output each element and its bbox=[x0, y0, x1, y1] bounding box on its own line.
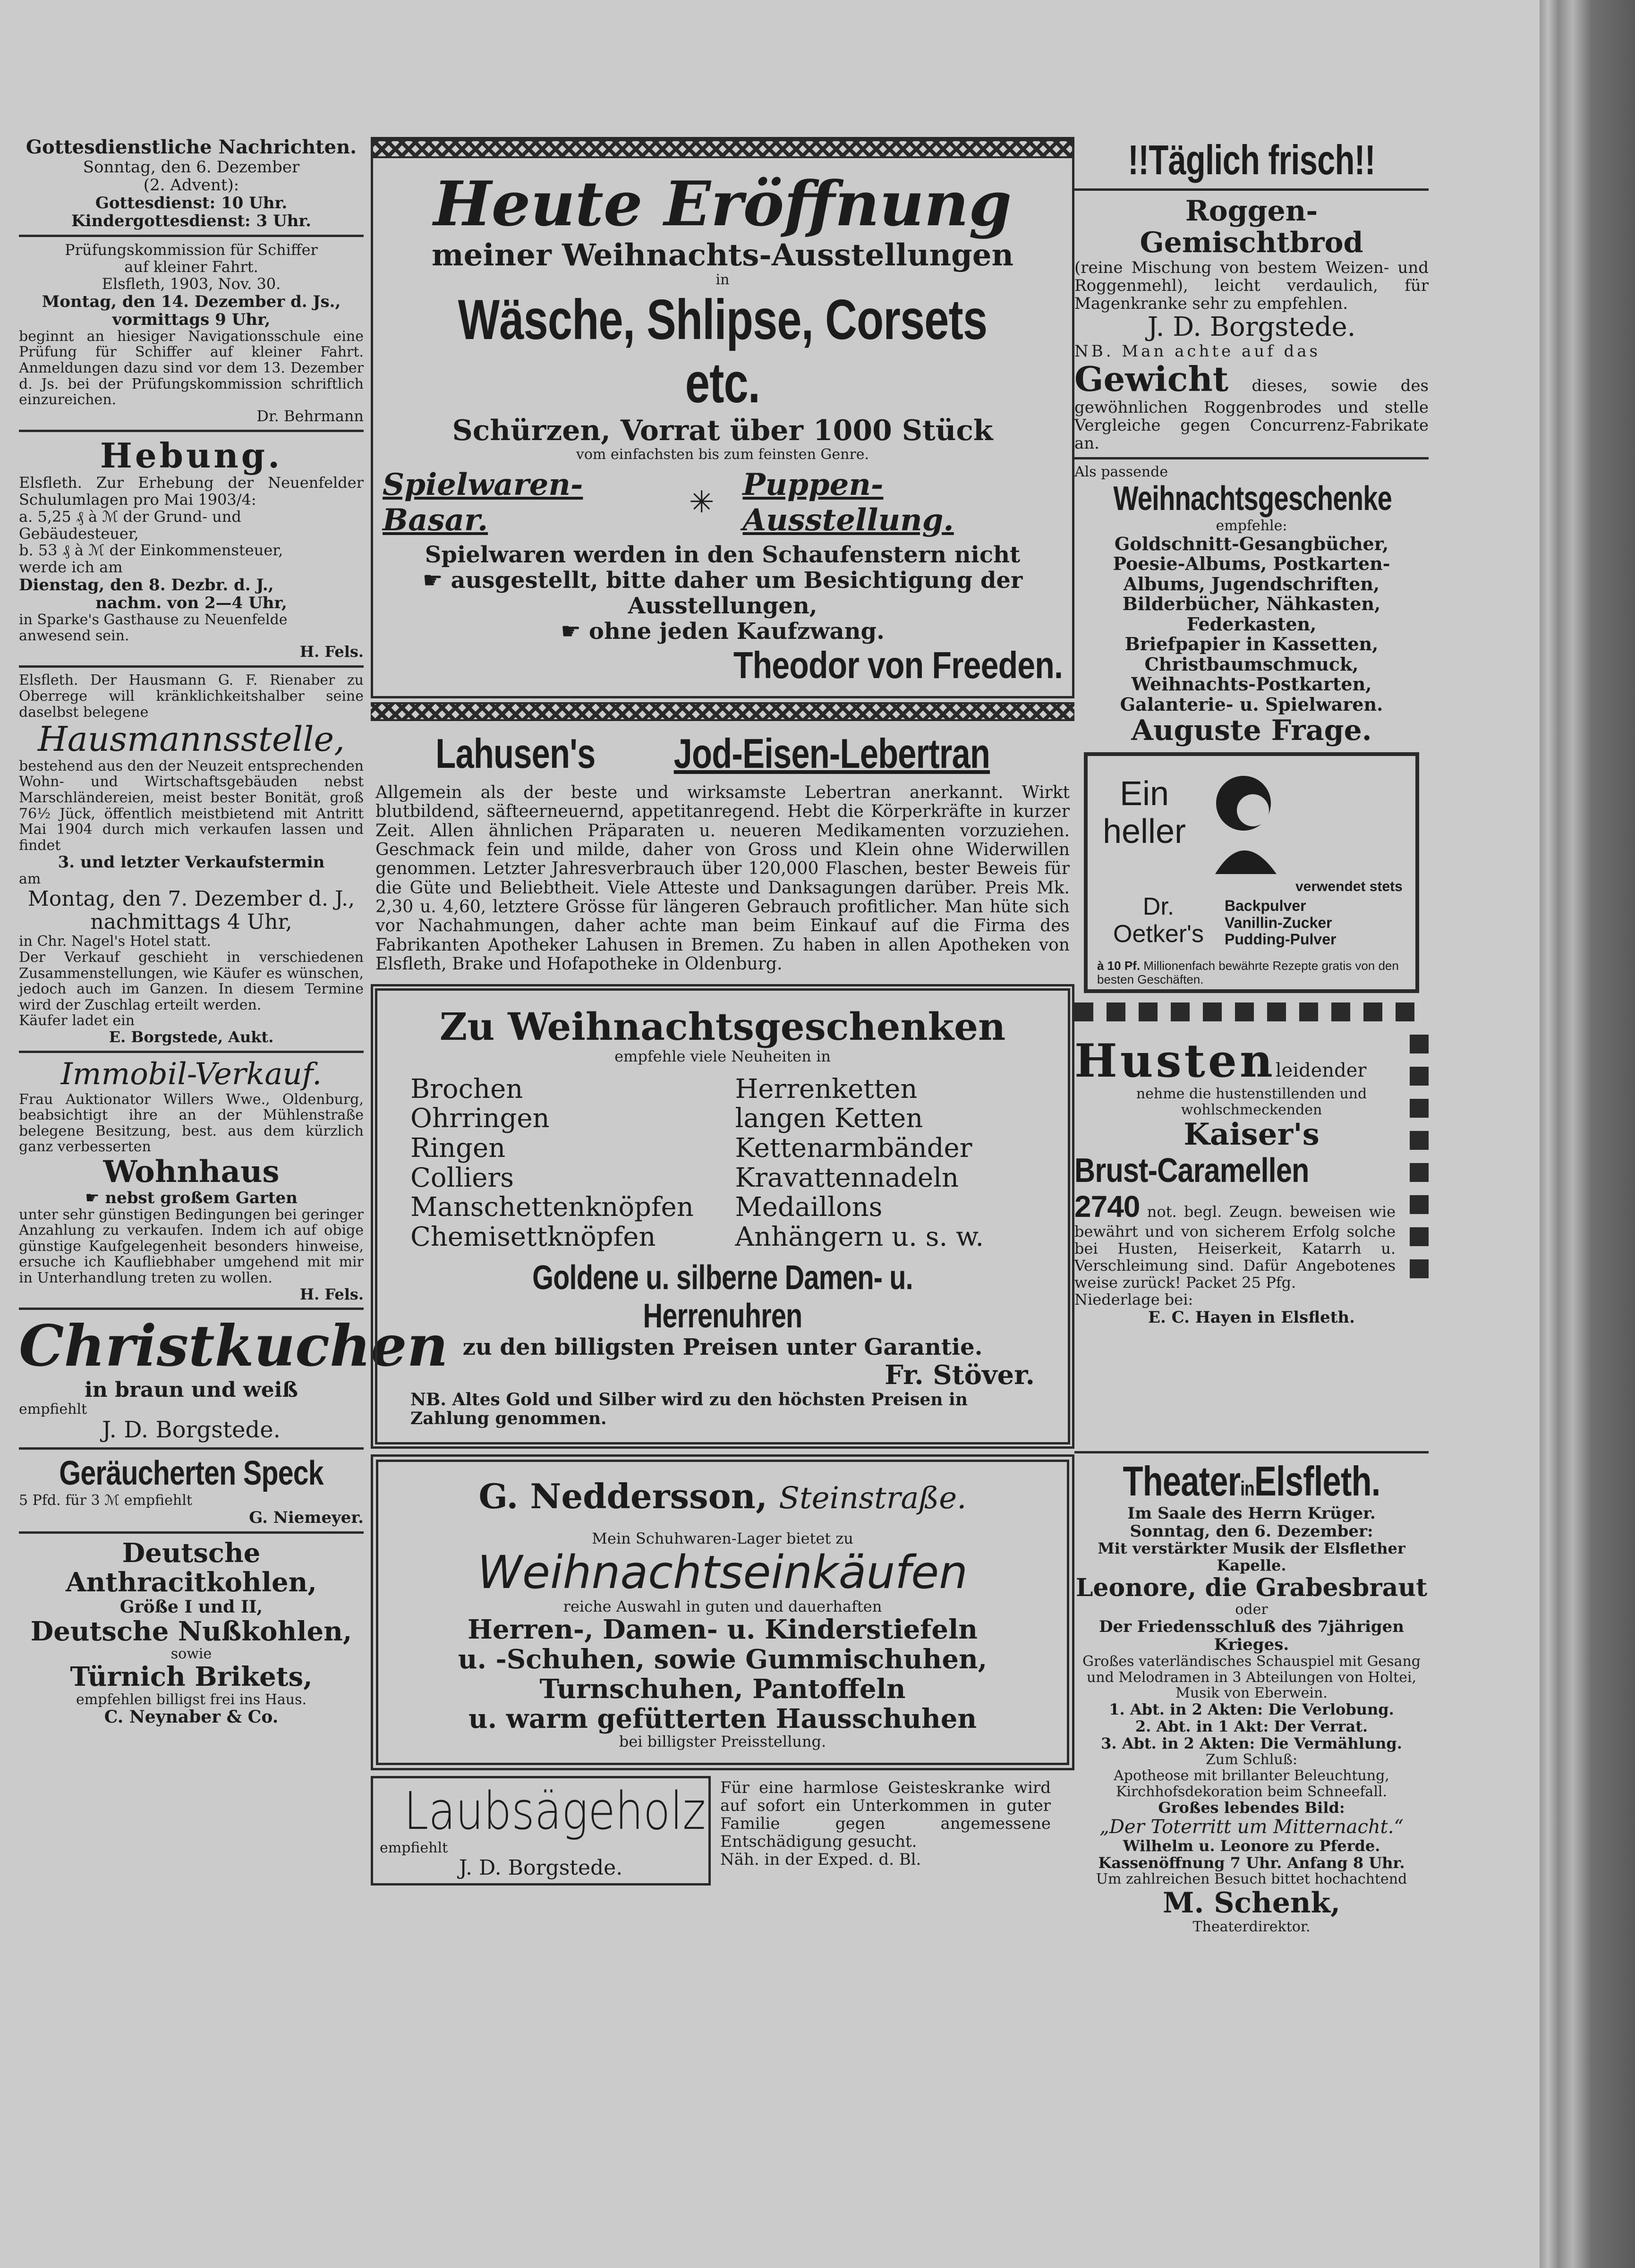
immobil-title: Immobil-Verkauf. bbox=[60, 1056, 322, 1092]
divider bbox=[19, 1447, 364, 1450]
hausmann-line: 3. und letzter Verkaufstermin bbox=[58, 853, 325, 872]
theater-act: 2. Abt. in 1 Akt: Der Verrat. bbox=[1135, 1717, 1368, 1735]
ad-geisteskranke bbox=[720, 1776, 1051, 1886]
geistes-body: Für eine harmlose Geisteskranke wird auf sofort ein Unterkommen in guter Familie gegen angemessene Entschädigung gesucht. bbox=[720, 1778, 1051, 1852]
eroeffnung-line: ohne jeden Kaufzwang. bbox=[588, 618, 885, 645]
oetker-product: Vanillin-Zucker bbox=[1225, 914, 1332, 931]
laub-signature: J. D. Borgstede. bbox=[459, 1855, 623, 1880]
theater-body: Apotheose mit brillanter Beleuchtung, Kirchhofsdekoration beim Schneefall. bbox=[1114, 1767, 1389, 1800]
list-item: Medaillons bbox=[735, 1192, 883, 1223]
list-item: langen Ketten bbox=[735, 1103, 923, 1134]
theater-body: Großes vaterländisches Schauspiel mit Gesang und Melodramen in 3 Abteilungen von Holtei, Musik von Eberwein. bbox=[1082, 1653, 1421, 1702]
oetker-price: à 10 Pf. bbox=[1097, 958, 1141, 973]
frisch-body: dieses, sowie des gewöhnlichen Roggenbrodes und stelle Vergleiche gegen Concurrenz-Fabrikate an. bbox=[1074, 376, 1429, 453]
immobil-signature: H. Fels. bbox=[299, 1285, 364, 1303]
list-item: Briefpapier in Kassetten, bbox=[1124, 633, 1379, 655]
neddersen-line: reiche Auswahl in guten und dauerhaften bbox=[563, 1597, 882, 1615]
ad-christkuchen bbox=[19, 1313, 448, 1443]
gottesdienst-title: Gottesdienstliche Nachrichten. bbox=[26, 136, 357, 158]
pruefung-body: beginnt an hiesiger Navigationsschule eine Prüfung für Schiffer auf kleiner Fahrt. Anmeldungen dazu sind vor dem 13. Dezember d. Js. bei der Prüfungskommission schriftlich einzureichen. bbox=[19, 328, 364, 408]
kohlen-line: Türnich Brikets, bbox=[70, 1661, 313, 1692]
hebung-line: werde ich am bbox=[19, 558, 123, 577]
pointing-hand-icon: ☛ bbox=[85, 1188, 100, 1207]
woman-portrait-icon bbox=[1196, 765, 1291, 874]
kohlen-line: Größe I und II, bbox=[119, 1597, 263, 1617]
stoever-title: Zu Weihnachtsgeschenken bbox=[439, 1004, 1006, 1049]
gottesdienst-line: (2. Advent): bbox=[143, 175, 239, 195]
theater-signature: M. Schenk, bbox=[1163, 1886, 1340, 1920]
pruefung-line: vormittags 9 Uhr, bbox=[112, 310, 271, 329]
pruefung-line: auf kleiner Fahrt. bbox=[124, 257, 258, 276]
oetker-product: Pudding-Pulver bbox=[1225, 931, 1337, 948]
theater-line: Mit verstärkter Musik der Elsflether Kapelle. bbox=[1098, 1539, 1405, 1575]
divider bbox=[19, 1531, 364, 1534]
theater-line: Großes lebendes Bild: bbox=[1158, 1799, 1345, 1817]
ornament-border bbox=[373, 139, 1072, 158]
divider bbox=[19, 665, 364, 668]
husten-signature: E. C. Hayen in Elsfleth. bbox=[1148, 1308, 1355, 1327]
oetker-brand: Oetker's bbox=[1113, 920, 1204, 948]
speck-signature: G. Niemeyer. bbox=[249, 1508, 364, 1527]
gottesdienst-line: Gottesdienst: 10 Uhr. bbox=[95, 193, 288, 212]
ad-lahusen bbox=[371, 702, 1074, 978]
frage-line: empfehle: bbox=[1216, 518, 1287, 535]
list-item: Manschettenknöpfen bbox=[410, 1192, 694, 1223]
neddersen-street: Steinstraße. bbox=[779, 1481, 967, 1516]
immobil-wohnhaus: Wohnhaus bbox=[103, 1154, 280, 1189]
neddersen-headline: Weihnachtseinkäufen bbox=[477, 1546, 968, 1599]
divider bbox=[1074, 1451, 1429, 1453]
husten-brand: Kaiser's bbox=[1184, 1117, 1320, 1153]
pruefung-signature: Dr. Behrmann bbox=[256, 407, 364, 425]
left-column bbox=[19, 136, 448, 1727]
list-item: Bilderbücher, Nähkasten, bbox=[1122, 593, 1381, 615]
neddersen-line: Herren-, Damen- u. Kinderstiefeln bbox=[468, 1614, 978, 1646]
frisch-signature: J. D. Borgstede. bbox=[1147, 312, 1356, 343]
kohlen-signature: C. Neynaber & Co. bbox=[104, 1707, 279, 1727]
neddersen-line: Turnschuhen, Pantoffeln bbox=[539, 1673, 906, 1705]
theater-line: Wilhelm u. Leonore zu Pferde. bbox=[1123, 1836, 1380, 1855]
hebung-item: a. 5,25 ₰ à ℳ der Grund- und Gebäudesteuer, bbox=[19, 507, 241, 543]
list-item: Federkasten, bbox=[1186, 613, 1317, 635]
neddersen-line: Mein Schuhwaren-Lager bietet zu bbox=[592, 1529, 853, 1548]
hebung-time: nachm. von 2—4 Uhr, bbox=[95, 594, 287, 613]
theater-line: Um zahlreichen Besuch bittet hochachtend bbox=[1096, 1871, 1407, 1888]
square-border bbox=[1074, 1002, 1414, 1021]
theater-act: 3. Abt. in 2 Akten: Die Vermählung. bbox=[1101, 1734, 1402, 1752]
hebung-title: Hebung. bbox=[100, 435, 283, 476]
ad-kohlen bbox=[19, 1538, 364, 1727]
stoever-list bbox=[410, 1075, 1035, 1252]
ad-laubsaegeholz bbox=[371, 1776, 711, 1886]
geistes-line: Näh. in der Exped. d. Bl. bbox=[720, 1850, 921, 1869]
ornament-border bbox=[371, 702, 1074, 721]
husten-title: Husten bbox=[1074, 1034, 1276, 1087]
hausmann-title: Hausmannsstelle, bbox=[38, 719, 345, 759]
neddersen-line: u. warm gefütterten Hausschuhen bbox=[468, 1703, 977, 1734]
divider bbox=[1074, 188, 1429, 191]
eroeffnung-subtitle: meiner Weihnachts-Ausstellungen bbox=[431, 237, 1014, 273]
oetker-heller: heller bbox=[1102, 813, 1186, 851]
star-icon: ✳ bbox=[689, 485, 715, 520]
eroeffnung-line: Schürzen, Vorrat über 1000 Stück bbox=[452, 414, 993, 447]
theater-line: Kassenöffnung 7 Uhr. Anfang 8 Uhr. bbox=[1098, 1853, 1405, 1872]
ad-taeglich-frisch bbox=[1074, 137, 1429, 452]
hausmann-line: Käufer ladet ein bbox=[19, 1012, 135, 1029]
eroeffnung-title: Heute Eröffnung bbox=[433, 168, 1012, 240]
list-item: Brochen bbox=[410, 1073, 523, 1104]
theater-play: Leonore, die Grabesbraut bbox=[1075, 1573, 1428, 1603]
frage-title: Weihnachtsgeschenke bbox=[1113, 480, 1392, 518]
lahusen-body: Allgemein als der beste und wirksamste Lebertran anerkannt. Wirkt blutbildend, säfteerneuernd, appetitanregend. Hebt die Körperkräfte in kurzer Zeit. Allen ähnlichen Präparaten u. neueren Medikamenten vorzuziehen. Geschmack fein und milde, daher von Gross und Klein ohne Widerwillen genommen. Letzter Jahresverbrauch über 120,000 Flaschen, bester Beweis für die Güte und Beliebtheit. Viele Atteste und Danksagungen darüber. Preis Mk. 2,30 u. 4,60, letztere Grösse für längeren Gebrauch profitlicher. Man hüte sich vor Nachahmungen, daher achte man beim Einkauf auf die Firma des Fabrikanten Apotheker Lahusen in Bremen. Zu haben in allen Apotheken von Elsfleth, Brake und Hofapotheke in Oldenburg. bbox=[375, 783, 1070, 974]
neddersen-line: u. -Schuhen, sowie Gummischuhen, bbox=[458, 1644, 988, 1675]
divider bbox=[19, 1308, 364, 1310]
hausmann-time: nachmittags 4 Uhr, bbox=[90, 910, 292, 934]
pointing-hand-icon: ☛ bbox=[561, 618, 581, 645]
right-column bbox=[1074, 137, 1429, 1935]
christkuchen-signature: J. D. Borgstede. bbox=[102, 1416, 281, 1443]
puppen-ausstellung: Puppen-Ausstellung. bbox=[742, 467, 954, 538]
oetker-line: verwendet stets bbox=[1295, 878, 1403, 894]
frisch-title: !!Täglich frisch!! bbox=[1128, 136, 1375, 183]
ad-speck bbox=[19, 1454, 364, 1526]
eroeffnung-line: ausgestellt, bitte daher um Besichtigung der Ausstellungen, bbox=[451, 567, 1023, 619]
pointing-hand-icon: ☛ bbox=[422, 567, 443, 594]
neddersen-line: bei billigster Preisstellung. bbox=[619, 1733, 826, 1751]
ad-hebung bbox=[19, 437, 364, 661]
immobil-line: nebst großem Garten bbox=[105, 1188, 298, 1207]
kohlen-line: sowie bbox=[170, 1646, 212, 1663]
ad-immobil-verkauf bbox=[19, 1058, 364, 1303]
hebung-line: in Sparke's Gasthause zu Neuenfelde anwesend sein. bbox=[19, 612, 288, 644]
bottom-row bbox=[371, 1776, 1074, 1886]
husten-number: 2740 bbox=[1074, 1189, 1140, 1223]
theater-line: Zum Schluß: bbox=[1206, 1751, 1297, 1768]
ad-gottesdienst bbox=[19, 137, 364, 230]
kohlen-line: empfehlen billigst frei ins Haus. bbox=[76, 1691, 307, 1708]
pruefung-line: Prüfungskommission für Schiffer bbox=[65, 241, 318, 259]
pruefung-date: Elsfleth, 1903, Nov. 30. bbox=[102, 274, 281, 293]
theater-title-place: Elsfleth. bbox=[1254, 1457, 1380, 1504]
list-item: Kettenarmbänder bbox=[735, 1133, 972, 1164]
theater-line: Sonntag, den 6. Dezember: bbox=[1130, 1522, 1373, 1541]
eroeffnung-headline: Wäsche, Shlipse, Corsets etc. bbox=[458, 288, 988, 415]
laub-title: Laubsägeholz bbox=[404, 1781, 706, 1842]
stoever-headline: Goldene u. silberne Damen- u. Herrenuhren bbox=[532, 1258, 913, 1335]
eroeffnung-in: in bbox=[715, 272, 730, 289]
gottesdienst-line: Sonntag, den 6. Dezember bbox=[83, 157, 300, 177]
theater-act: 1. Abt. in 2 Akten: Die Verlobung. bbox=[1109, 1700, 1394, 1718]
eroeffnung-line: Spielwaren werden in den Schaufenstern nicht bbox=[425, 542, 1021, 569]
divider bbox=[19, 1051, 364, 1053]
list-item: Albums, Jugendschriften, bbox=[1123, 573, 1380, 595]
husten-headline: Brust-Caramellen bbox=[1074, 1152, 1309, 1190]
divider bbox=[1074, 457, 1429, 459]
hebung-date: Dienstag, den 8. Dezbr. d. J., bbox=[19, 576, 274, 595]
hebung-signature: H. Fels. bbox=[299, 643, 364, 661]
ad-oetker bbox=[1084, 752, 1419, 993]
speck-line: 5 Pfd. für 3 ℳ empfiehlt bbox=[19, 1492, 192, 1509]
ad-stoever bbox=[371, 984, 1074, 1449]
immobil-body: unter sehr günstigen Bedingungen bei geringer Anzahlung zu verkaufen. Indem ich auf obige günstige Kaufgelegenheit besonders hinweise, ersuche ich Kaufliebhaber umgehend mit mir in Unterhandlung treten zu wollen. bbox=[19, 1206, 364, 1287]
eroeffnung-line: vom einfachsten bis zum feinsten Genre. bbox=[576, 446, 869, 463]
neddersen-title: G. Neddersson, bbox=[478, 1476, 768, 1517]
list-item: Christbaumschmuck, bbox=[1144, 653, 1359, 675]
oetker-line: Millionenfach bewährte Rezepte gratis von den besten Geschäften. bbox=[1097, 958, 1399, 986]
christkuchen-title: Christkuchen bbox=[19, 1313, 448, 1380]
christkuchen-line: empfiehlt bbox=[19, 1401, 87, 1418]
frisch-nb: NB. Man achte auf das bbox=[1074, 341, 1320, 361]
stoever-nb: NB. Altes Gold und Silber wird zu den höchsten Preisen in Zahlung genommen. bbox=[410, 1389, 968, 1428]
divider bbox=[19, 235, 364, 237]
hausmann-line: am bbox=[19, 871, 41, 888]
stoever-subtitle: empfehle viele Neuheiten in bbox=[614, 1047, 831, 1065]
ad-hausmannsstelle bbox=[19, 672, 364, 1046]
kohlen-line: Deutsche Anthracitkohlen, bbox=[66, 1537, 317, 1598]
list-item: Kravattennadeln bbox=[735, 1162, 959, 1193]
list-item: Anhängern u. s. w. bbox=[735, 1222, 984, 1253]
list-item: Chemisettknöpfen bbox=[410, 1222, 656, 1253]
frage-signature: Auguste Frage. bbox=[1131, 714, 1372, 747]
list-item: Goldschnitt-Gesangbücher, bbox=[1114, 533, 1389, 554]
husten-line: Niederlage bei: bbox=[1074, 1290, 1193, 1308]
ad-auguste-frage bbox=[1074, 464, 1429, 747]
frisch-body: (reine Mischung von bestem Weizen- und Roggenmehl), leicht verdaulich, für Magenkranke sehr zu empfehlen. bbox=[1074, 258, 1429, 314]
lahusen-product: Jod-Eisen-Lebertran bbox=[673, 730, 990, 777]
hebung-body: Elsfleth. Zur Erhebung der Neuenfelder Schulumlagen pro Mai 1903/4: bbox=[19, 474, 364, 509]
list-item: Weihnachts-Postkarten, bbox=[1131, 673, 1372, 695]
theater-oder: oder bbox=[1235, 1601, 1268, 1618]
theater-line: Theaterdirektor. bbox=[1192, 1919, 1311, 1936]
husten-body: not. begl. Zeugn. beweisen wie bewährt und von sicherem Erfolg solche bei Husten, Heiserkeit, Katarrh u. Verschleimung sind. Dafür Angebotenes weise zurück! Packet 25 Pfg. bbox=[1074, 1202, 1396, 1291]
hausmann-body: bestehend aus den der Neuzeit entsprechenden Wohn- und Wirtschaftsgebäuden nebst Marschländereien, meist bester Bonität, groß 76½ Jück, öffentlich meistbietend mit Antritt Mai 1904 durch mich verkaufen lassen und findet bbox=[19, 757, 364, 854]
ad-eroeffnung bbox=[371, 137, 1074, 698]
ad-husten bbox=[1074, 1002, 1429, 1446]
frisch-headline: Roggen-Gemischtbrod bbox=[1140, 194, 1363, 259]
list-item: Colliers bbox=[410, 1162, 514, 1193]
immobil-body: Frau Auktionator Willers Wwe., Oldenburg, beabsichtigt ihre an der Mühlenstraße belegene Besitzung, best. aus dem kürzlich ganz verbesserten bbox=[19, 1091, 364, 1155]
stoever-line: zu den billigsten Preisen unter Garantie. bbox=[462, 1334, 983, 1361]
husten-subtitle: leidender bbox=[1275, 1059, 1367, 1081]
theater-line: Der Friedensschluß des 7jährigen Krieges. bbox=[1099, 1617, 1405, 1654]
list-item: Poesie-Albums, Postkarten- bbox=[1113, 553, 1390, 575]
laub-line: empfiehlt bbox=[380, 1840, 448, 1857]
middle-column bbox=[371, 137, 1074, 1886]
theater-tableau: „Der Toterritt um Mitternacht.“ bbox=[1099, 1816, 1404, 1838]
oetker-ein: Ein bbox=[1119, 774, 1169, 813]
spielwaren-basar: Spielwaren-Basar. bbox=[383, 467, 583, 538]
pruefung-line: Montag, den 14. Dezember d. Js., bbox=[42, 292, 341, 311]
list-item: Ringen bbox=[410, 1133, 506, 1164]
frisch-gewicht: Gewicht bbox=[1074, 358, 1229, 399]
square-border bbox=[1410, 1035, 1429, 1278]
ad-pruefungskommission bbox=[19, 242, 364, 425]
stoever-signature: Fr. Stöver. bbox=[885, 1359, 1035, 1391]
ad-theater bbox=[1074, 1458, 1429, 1935]
eroeffnung-signature: Theodor von Freeden. bbox=[733, 644, 1063, 687]
divider bbox=[19, 430, 364, 432]
theater-line: Im Saale des Herrn Krüger. bbox=[1127, 1504, 1376, 1523]
list-item: Herrenketten bbox=[735, 1073, 918, 1104]
hausmann-line: in Chr. Nagel's Hotel statt. bbox=[19, 933, 211, 950]
theater-title-in: in bbox=[1240, 1477, 1254, 1500]
hausmann-signature: E. Borgstede, Aukt. bbox=[109, 1028, 274, 1046]
hebung-item: b. 53 ₰ à ℳ der Einkommensteuer, bbox=[19, 541, 283, 560]
ad-neddersen bbox=[371, 1454, 1074, 1770]
christkuchen-line: in braun und weiß bbox=[85, 1377, 298, 1402]
hausmann-date: Montag, den 7. Dezember d. J., bbox=[27, 886, 355, 911]
list-item: Galanterie- u. Spielwaren. bbox=[1120, 694, 1383, 715]
kohlen-line: Deutsche Nußkohlen, bbox=[30, 1615, 352, 1647]
oetker-dr: Dr. bbox=[1142, 892, 1175, 920]
speck-title: Geräucherten Speck bbox=[59, 1454, 324, 1493]
oetker-product: Backpulver bbox=[1225, 897, 1306, 914]
frage-line: Als passende bbox=[1074, 463, 1168, 480]
hausmann-intro: Elsfleth. Der Hausmann G. F. Rienaber zu Oberrege will kränklichkeitshalber seine daselbst belegene bbox=[19, 672, 364, 721]
gottesdienst-line: Kindergottesdienst: 3 Uhr. bbox=[71, 212, 311, 231]
hausmann-body: Der Verkauf geschieht in verschiedenen Zusammenstellungen, wie Käufer es wünschen, jedoch auch im Ganzen. In diesem Termine wird der Zuschlag erteilt werden. bbox=[19, 949, 364, 1013]
theater-title: Theater bbox=[1123, 1457, 1241, 1504]
lahusen-title: Lahusen's bbox=[435, 730, 596, 777]
husten-line: nehme die hustenstillenden und wohlschmeckenden bbox=[1136, 1086, 1367, 1118]
list-item: Ohrringen bbox=[410, 1103, 550, 1134]
